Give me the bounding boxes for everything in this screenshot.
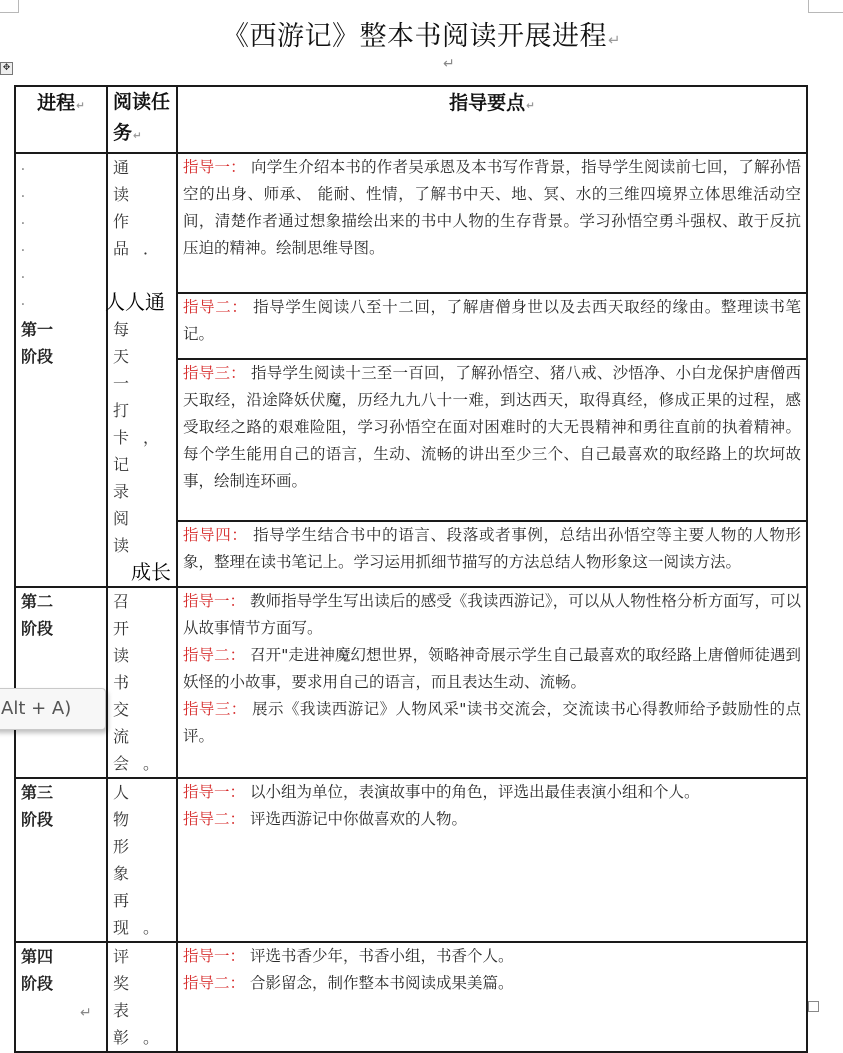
paragraph-mark-icon: ↵ — [608, 31, 621, 49]
guidance-points — [177, 778, 807, 942]
guidance-text: 合影留念，制作整本书阅读成果美篇。 — [249, 974, 514, 992]
guidance-text: 评选西游记中你做喜欢的人物。 — [249, 810, 467, 828]
guidance-label: 指导二： — [183, 646, 246, 664]
guidance-label: 指导一： — [183, 783, 246, 801]
guidance-point — [183, 696, 801, 750]
guidance-label: 指导二： — [183, 810, 246, 828]
task-cell — [107, 587, 177, 778]
table-row-stage-2 — [15, 587, 807, 778]
header-task: 阅读任务↵ — [107, 86, 177, 153]
guidance-point — [183, 588, 801, 642]
stage-label: 第二阶段 — [21, 592, 54, 638]
task-text: 召开读书交流会。 — [113, 592, 174, 773]
guidance-label: 指导三： — [183, 364, 246, 383]
task-cell — [107, 778, 177, 942]
guidance-point — [183, 970, 801, 997]
task-cell — [107, 942, 177, 1052]
guidance-points — [177, 587, 807, 778]
paragraph-mark-icon: ↵ — [133, 130, 142, 142]
title-text: 《西游记》整本书阅读开展进程 — [222, 21, 608, 52]
guidance-point — [183, 943, 801, 970]
stage-cell: . . . . . . 第一阶段 — [15, 153, 107, 587]
task-text: 每天一打卡，记录阅读 — [113, 320, 174, 555]
stage-label: 第三阶段 — [21, 783, 54, 829]
table-header-row — [15, 86, 807, 153]
guidance-point — [177, 293, 807, 359]
guidance-text: 指导学生阅读八至十二回，了解唐僧身世以及去西天取经的缘由。整理读书笔记。 — [183, 298, 801, 343]
header-stage: 进程↵ — [15, 86, 107, 153]
page-corner-mark-top-left — [0, 0, 19, 13]
table-row-stage-4 — [15, 942, 807, 1052]
paragraph-mark-icon: ↵ — [526, 100, 535, 112]
paragraph-mark-icon: ↵ — [76, 100, 85, 112]
tooltip-text: Alt + A) — [1, 698, 72, 719]
table-row-stage-3 — [15, 778, 807, 942]
task-cell — [107, 153, 177, 587]
guidance-label: 指导二： — [183, 974, 246, 992]
guidance-point — [177, 359, 807, 521]
guidance-text: 召开"走进神魔幻想世界，领略神奇展示学生自己最喜欢的取经路上唐僧师徒遇到妖怪的小故事，要求用自己的语言，而且表达生动、流畅。 — [183, 646, 801, 691]
guidance-point — [183, 806, 801, 833]
guidance-text: 评选书香少年，书香小组，书香个人。 — [249, 947, 514, 965]
guidance-point — [177, 521, 807, 587]
task-text: 人物形象再现。 — [113, 783, 174, 937]
guidance-text: 以小组为单位，表演故事中的角色，评选出最佳表演小组和个人。 — [249, 783, 700, 801]
task-text: 评奖表彰。 — [113, 947, 174, 1047]
guidance-text: 指导学生阅读十三至一百回，了解孙悟空、猪八戒、沙悟净、小白龙保护唐僧西天取经，沿途降妖伏魔，历经九九八十一难，到达西天，取得真经，修成正果的过程，感受取经之路的艰难险阻，学习孙悟空在面对困难时的大无畏精神和勇往直前的执着精神。每个学生能用自己的语言，生动、流畅的讲出至少三个、自己最喜欢的取经路上的坎坷故事，绘制连环画。 — [183, 364, 801, 491]
document-title — [0, 14, 843, 53]
table-move-handle-icon[interactable]: ✥ — [0, 62, 13, 75]
task-overlay-text: 成长 — [131, 560, 171, 584]
guidance-label: 指导一： — [183, 158, 246, 176]
guidance-label: 指导一： — [183, 947, 246, 965]
stage-cell — [15, 587, 107, 778]
stage-label: 第四阶段 — [21, 947, 54, 993]
stage-cell — [15, 778, 107, 942]
header-points: 指导要点↵ — [177, 86, 807, 153]
guidance-label: 指导一： — [183, 592, 246, 610]
guidance-text: 指导学生结合书中的语言、段落或者事例，总结出孙悟空等主要人物的人物形象，整理在读书笔记上。学习运用抓细节描写的方法总结人物形象这一阅读方法。 — [183, 525, 801, 571]
guidance-label: 指导二： — [183, 298, 248, 316]
guidance-point — [183, 642, 801, 696]
guidance-label: 指导四： — [183, 525, 248, 544]
guidance-point — [177, 153, 807, 293]
guidance-points — [177, 942, 807, 1052]
shortcut-tooltip — [0, 688, 106, 730]
stage-cell — [15, 942, 107, 1052]
reading-plan-table — [14, 85, 808, 1053]
task-overlay-text: 人人通 — [105, 290, 165, 314]
guidance-text: 向学生介绍本书的作者吴承恩及本书写作背景，指导学生阅读前七回，了解孙悟空的出身、师承、 能耐、性情，了解书中天、地、冥、水的三维四境界立体思维活动空间，清楚作者通过想象描绘出来的书中人物的生存背景。学习孙悟空勇斗强权、敢于反抗压迫的精神。绘制思维导图。 — [183, 158, 801, 257]
guidance-text: 教师指导学生写出读后的感受《我读西游记》，可以从人物性格分析方面写，可以从故事情节方面写。 — [183, 592, 801, 637]
guidance-point — [183, 779, 801, 806]
stage-label: 第一阶段 — [21, 320, 54, 366]
page-corner-mark-top-right — [808, 0, 843, 13]
guidance-label: 指导三： — [183, 700, 247, 718]
paragraph-mark-icon: ↵ — [80, 1005, 92, 1021]
task-text: 通读作品． — [113, 158, 174, 258]
guidance-text: 展示《我读西游记》人物风采"读书交流会，交流读书心得教师给予鼓励性的点评。 — [183, 700, 801, 745]
table-row-stage-1 — [15, 153, 807, 293]
table-resize-handle-icon[interactable] — [808, 1001, 819, 1012]
paragraph-mark-icon: ↵ — [443, 56, 455, 72]
